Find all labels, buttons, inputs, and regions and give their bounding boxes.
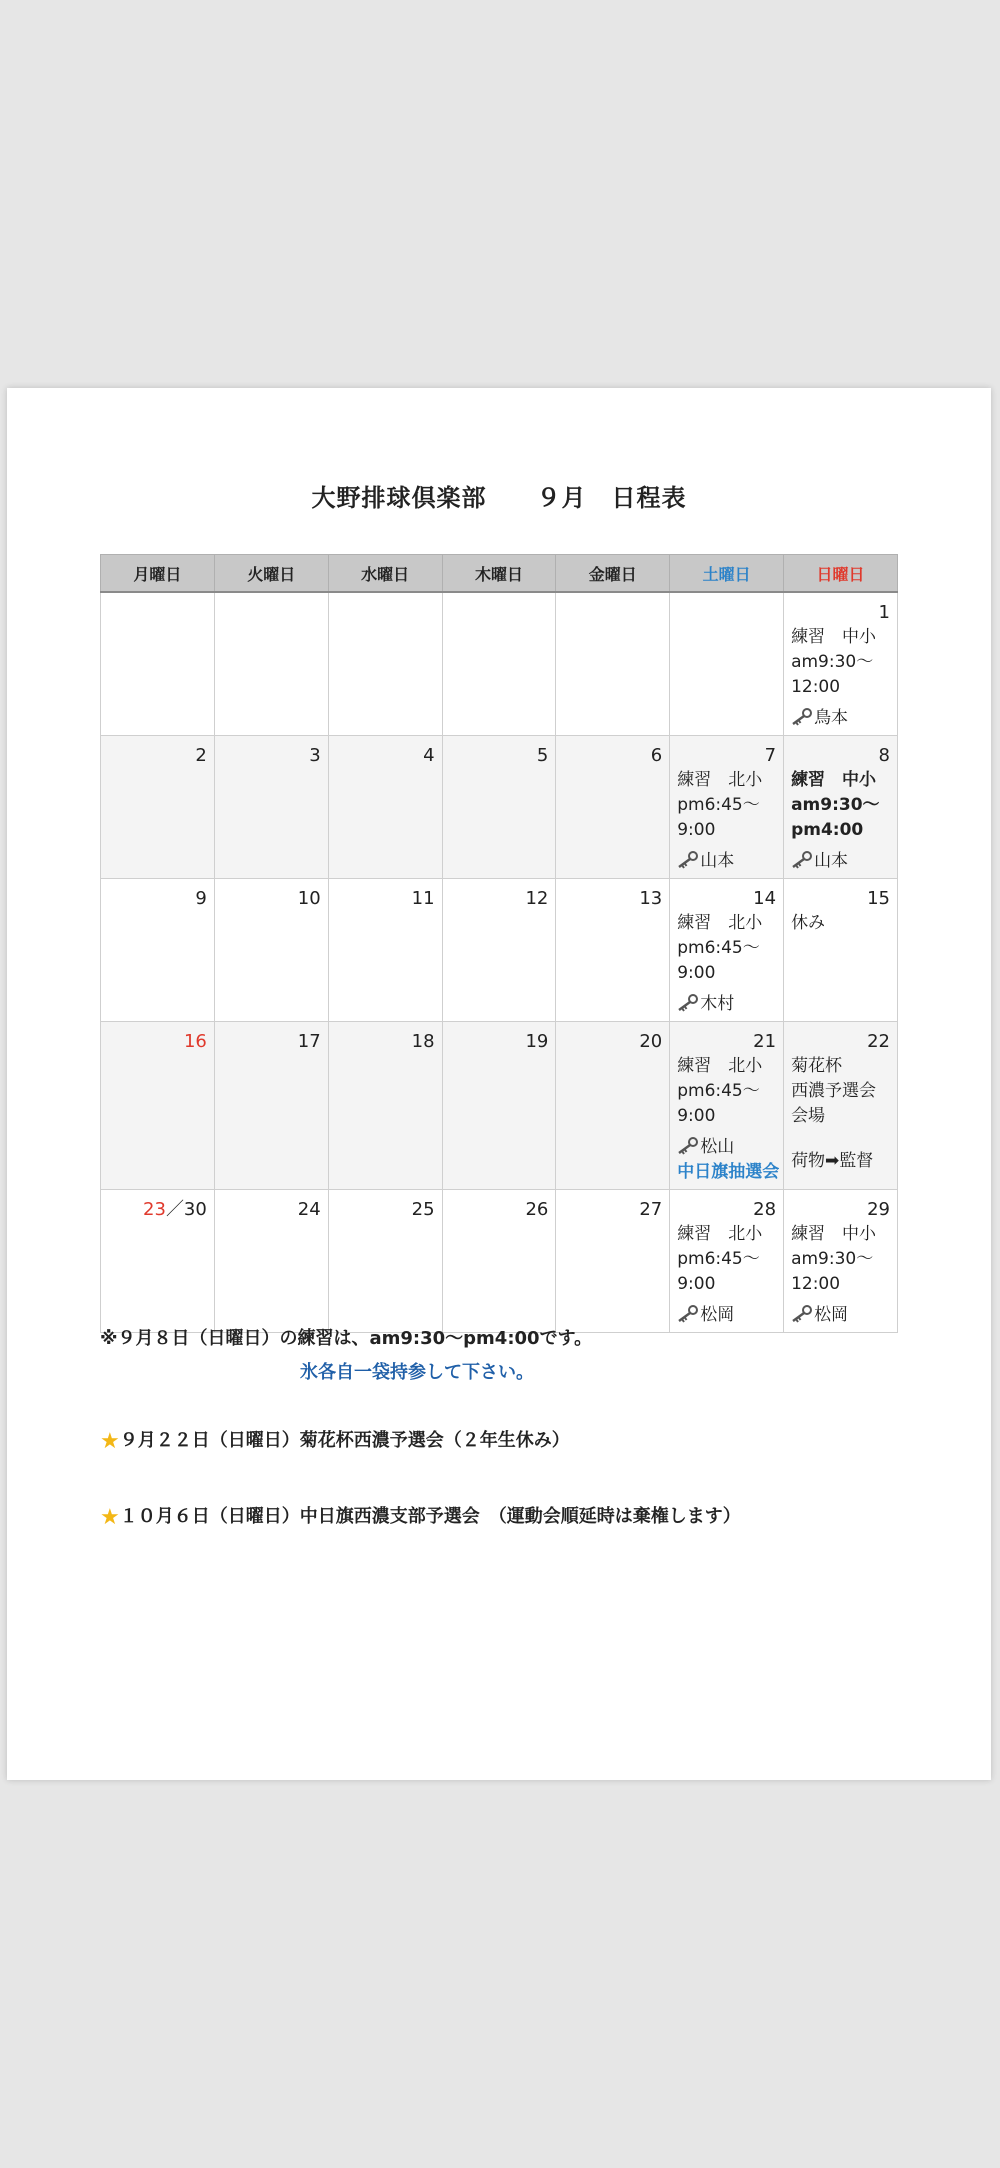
note-ice: 氷各自一袋持参して下さい。	[300, 1362, 534, 1383]
key-icon	[677, 1137, 699, 1155]
day-number: 1	[878, 602, 890, 623]
weekday-header-row	[101, 555, 898, 593]
day-cell-2	[101, 736, 215, 879]
event-line: 休み	[791, 913, 826, 933]
day-cell-15	[784, 879, 898, 1022]
event-line: pm6:45〜	[677, 1249, 760, 1269]
day-number: 3	[309, 745, 321, 766]
day-cell-3	[214, 736, 328, 879]
event-line: am9:30〜	[791, 795, 880, 815]
day-number: 11	[411, 888, 435, 909]
page-title: 大野排球倶楽部 ９月 日程表	[311, 484, 687, 512]
day-number: 27	[639, 1199, 663, 1220]
day-cell-14	[670, 879, 784, 1022]
day-cell-11	[328, 879, 442, 1022]
calendar-table	[100, 554, 898, 1333]
event-line: am9:30〜	[791, 1249, 874, 1269]
day-cell-29	[784, 1190, 898, 1333]
key-holder	[791, 849, 890, 874]
key-holder	[677, 992, 776, 1017]
event-line: 菊花杯	[791, 1056, 843, 1076]
day-number: 13	[639, 888, 663, 909]
week-row-1	[101, 592, 898, 736]
event-line: 練習 中小	[791, 770, 877, 790]
day-number-holiday: 16	[183, 1031, 207, 1052]
day-number: 12	[525, 888, 549, 909]
header-friday: 金曜日	[556, 555, 670, 593]
key-icon	[677, 851, 699, 869]
header-monday: 月曜日	[101, 555, 215, 593]
schedule-sheet	[7, 388, 991, 1780]
day-cell-7	[670, 736, 784, 879]
header-wednesday: 水曜日	[328, 555, 442, 593]
day-number: 22	[867, 1031, 890, 1052]
event-line: 12:00	[791, 677, 841, 697]
event-line: 練習 中小	[791, 1224, 877, 1244]
key-holder	[791, 706, 890, 731]
day-number: 7	[764, 745, 777, 766]
day-number: 17	[297, 1031, 321, 1052]
key-holder-name: 山本	[700, 851, 735, 871]
note-kikka-cup	[100, 1426, 960, 1454]
week-row-2	[101, 736, 898, 879]
key-holder-name: 山本	[814, 851, 849, 871]
day-cell-28	[670, 1190, 784, 1333]
day-number: 10	[297, 888, 321, 909]
day-number: 19	[525, 1031, 549, 1052]
event-line: 会場	[791, 1106, 826, 1126]
day-number: 4	[423, 745, 435, 766]
day-number-extra: ／30	[165, 1199, 207, 1220]
star-icon: ★	[100, 1505, 120, 1530]
key-icon	[791, 708, 813, 726]
day-cell-empty	[101, 592, 215, 736]
day-number: 29	[867, 1199, 890, 1220]
key-icon	[677, 1305, 699, 1323]
event-line: 9:00	[677, 820, 716, 840]
day-number: 2	[195, 745, 207, 766]
day-number: 24	[297, 1199, 321, 1220]
day-cell-10	[214, 879, 328, 1022]
day-cell-empty	[214, 592, 328, 736]
note-text: ９月２２日（日曜日）菊花杯西濃予選会（２年生休み）	[119, 1430, 570, 1451]
day-cell-5	[442, 736, 556, 879]
event-line: pm4:00	[791, 820, 864, 840]
header-saturday: 土曜日	[670, 555, 784, 593]
header-thursday: 木曜日	[442, 555, 556, 593]
day-cell-empty	[442, 592, 556, 736]
day-number: 21	[753, 1031, 777, 1052]
day-number-holiday: 23	[143, 1199, 166, 1220]
event-line: 練習 北小	[677, 1056, 763, 1076]
notes-section	[100, 1324, 960, 1530]
key-icon	[791, 851, 813, 869]
event-line: 荷物➡監督	[791, 1151, 874, 1171]
day-cell-24	[214, 1190, 328, 1333]
day-cell-13	[556, 879, 670, 1022]
day-cell-12	[442, 879, 556, 1022]
key-icon	[791, 1305, 813, 1323]
day-cell-20	[556, 1022, 670, 1190]
day-cell-1	[784, 592, 898, 736]
day-cell-6	[556, 736, 670, 879]
event-line: 12:00	[791, 1274, 841, 1294]
week-row-5	[101, 1190, 898, 1333]
day-cell-9	[101, 879, 215, 1022]
day-cell-27	[556, 1190, 670, 1333]
note-practice-time: ※９月８日（日曜日）の練習は、am9:30〜pm4:00です。	[100, 1328, 593, 1349]
day-number: 20	[639, 1031, 663, 1052]
day-cell-empty	[328, 592, 442, 736]
header-sunday: 日曜日	[784, 555, 898, 593]
day-cell-23-30	[101, 1190, 215, 1333]
week-row-3	[101, 879, 898, 1022]
day-cell-22	[784, 1022, 898, 1190]
day-number: 9	[195, 888, 207, 909]
key-holder-name: 松岡	[814, 1305, 849, 1325]
event-line: am9:30〜	[791, 652, 874, 672]
event-line: pm6:45〜	[677, 938, 760, 958]
day-number: 15	[867, 888, 890, 909]
day-cell-empty	[556, 592, 670, 736]
star-icon: ★	[100, 1429, 120, 1454]
key-holder-name: 鳥本	[814, 708, 849, 728]
day-number	[108, 1197, 207, 1222]
day-number: 28	[753, 1199, 777, 1220]
day-number: 25	[411, 1199, 435, 1220]
day-cell-18	[328, 1022, 442, 1190]
day-number: 6	[650, 745, 663, 766]
event-line: 練習 北小	[677, 770, 763, 790]
event-line: pm6:45〜	[677, 1081, 760, 1101]
day-cell-4	[328, 736, 442, 879]
day-number: 14	[753, 888, 777, 909]
day-number: 26	[525, 1199, 549, 1220]
event-line: 9:00	[677, 1106, 716, 1126]
day-number: 5	[536, 745, 549, 766]
note-chunichi-cup	[100, 1502, 960, 1530]
key-holder-name: 松岡	[700, 1305, 735, 1325]
day-cell-19	[442, 1022, 556, 1190]
day-cell-8	[784, 736, 898, 879]
header-tuesday: 火曜日	[214, 555, 328, 593]
event-line: 9:00	[677, 963, 716, 983]
event-line: 練習 中小	[791, 627, 877, 647]
key-holder-name: 木村	[700, 994, 735, 1014]
day-cell-25	[328, 1190, 442, 1333]
week-row-4	[101, 1022, 898, 1190]
event-line: 9:00	[677, 1274, 716, 1294]
event-line: 練習 北小	[677, 1224, 763, 1244]
key-icon	[677, 994, 699, 1012]
key-holder	[677, 849, 776, 874]
day-cell-16	[101, 1022, 215, 1190]
day-number: 18	[411, 1031, 435, 1052]
event-line: 練習 北小	[677, 913, 763, 933]
day-cell-empty	[670, 592, 784, 736]
key-holder-name: 松山	[700, 1137, 735, 1157]
event-line: pm6:45〜	[677, 795, 760, 815]
event-line: 西濃予選会	[791, 1081, 877, 1101]
key-holder	[677, 1135, 776, 1160]
event-draw-meeting: 中日旗抽選会	[677, 1162, 780, 1182]
note-text: １０月６日（日曜日）中日旗西濃支部予選会 （運動会順延時は棄権します）	[119, 1506, 741, 1527]
day-cell-21	[670, 1022, 784, 1190]
day-number: 8	[878, 745, 890, 766]
day-cell-26	[442, 1190, 556, 1333]
day-cell-17	[214, 1022, 328, 1190]
